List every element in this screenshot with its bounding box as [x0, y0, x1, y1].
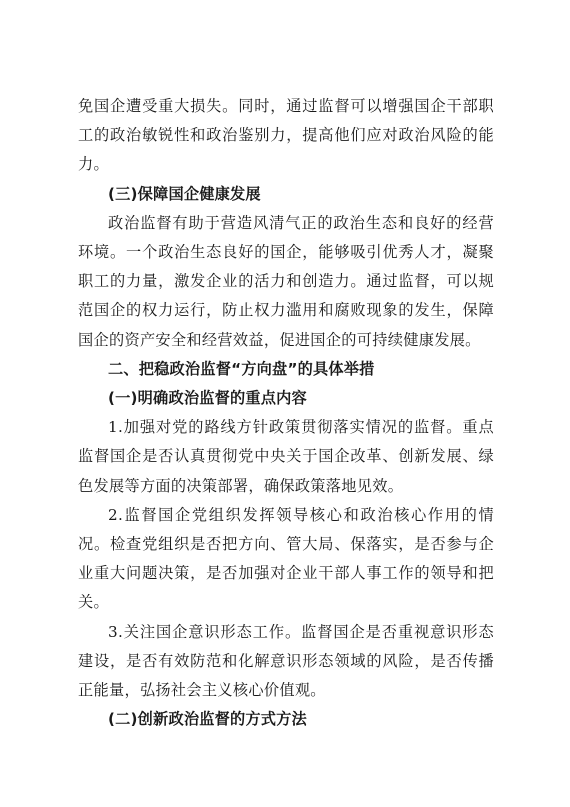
paragraph-item-2: 2.监督国企党组织发挥领导核心和政治核心作用的情况。检查党组织是否把方向、管大局、保落实，是否参与企业重大问题决策，是否加强对企业干部人事工作的领导和把关。: [78, 505, 494, 612]
section-heading-2: (二)创新政治监督的方式方法: [108, 710, 307, 729]
paragraph-item-3: 3.关注国企意识形态工作。监督国企是否重视意识形态建设，是否有效防范和化解意识形态领域的风险，是否传播正能量，弘扬社会主义核心价值观。: [78, 622, 494, 700]
paragraph-item-1: 1.加强对党的路线方针政策贯彻落实情况的监督。重点监督国企是否认真贯彻党中央关于国企改革、创新发展、绿色发展等方面的决策部署，确保政策落地见效。: [78, 418, 494, 495]
paragraph-healthy-development: 政治监督有助于营造风清气正的政治生态和良好的经营环境。一个政治生态良好的国企，能够吸引优秀人才，凝聚职工的力量，激发企业的活力和创造力。通过监督，可以规范国企的权力运行，防止权力滥用和腐败现象的发生，保障国企的资产安全和经营效益，促进国企的可持续健康发展。: [78, 213, 494, 349]
chapter-heading-2: 二、把稳政治监督“方向盘”的具体举措: [108, 359, 375, 378]
paragraph-continued: 免国企遭受重大损失。同时，通过监督可以增强国企干部职工的政治敏锐性和政治鉴别力，提高他们应对政治风险的能力。: [78, 97, 494, 174]
section-heading-1: (一)明确政治监督的重点内容: [108, 389, 307, 408]
section-heading-3: (三)保障国企健康发展: [108, 184, 261, 203]
document-page: [78, 92, 494, 734]
